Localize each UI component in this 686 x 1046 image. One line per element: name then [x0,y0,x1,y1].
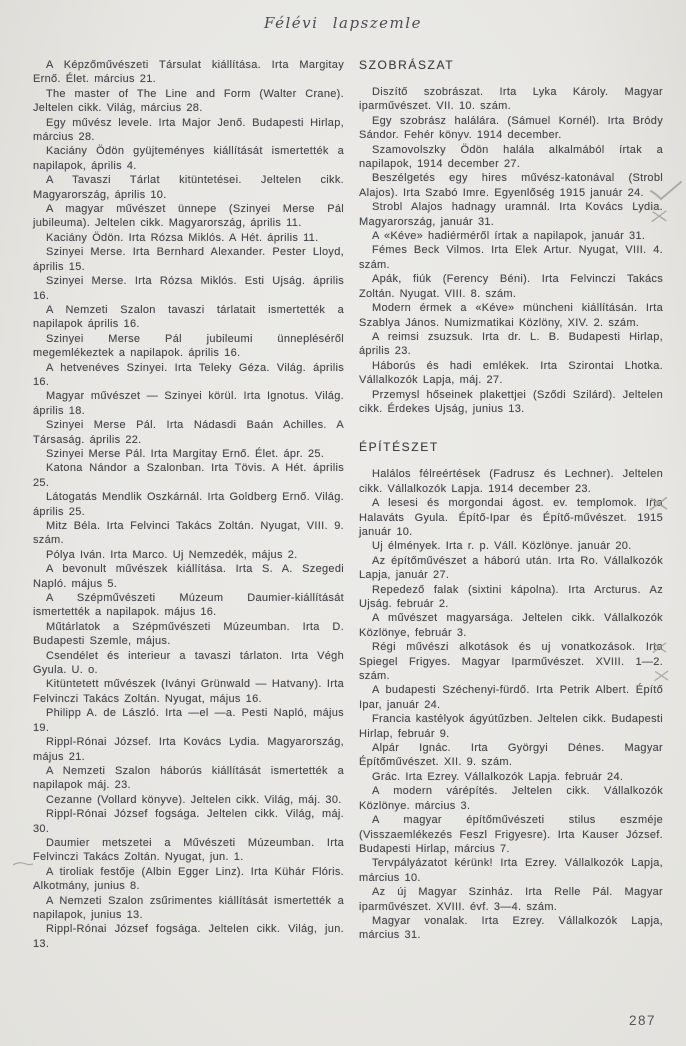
bibliography-entry: A hetvenéves Szinyei. Irta Teleky Géza. Világ. április 16. [33,361,344,388]
bibliography-entry: Philipp A. de László. Irta —el —a. Pesti Napló, május 19. [33,707,344,734]
bibliography-entry: A lesesi és morgondai ágost. ev. templomok. Irta Halaváts Gyula. Építő-Ipar és Építő-művészet. 1915 január 10. [359,497,663,538]
bibliography-entry: Az építőművészet a háború után. Irta Ro. Vállalkozók Lapja, január 27. [359,554,663,582]
bibliography-entry: Tervpályázatot kérünk! Irta Ezrey. Vállalkozók Lapja, március 10. [359,857,663,884]
bibliography-entry: Kitüntetett művészek (Iványi Grünwald — Hatvany). Irta Felvinczi Takács Zoltán. Nyugat, május 16. [33,678,344,705]
section-heading-architecture: ÉPÍTÉSZET [359,440,439,455]
bibliography-entry: Uj élmények. Irta r. p. Váll. Közlönye. január 20. [372,540,632,553]
section-sculpture [359,58,663,416]
bibliography-list-painting [33,58,344,951]
page-title: Félévi lapszemle [264,14,422,32]
bibliography-entry: Egy szobrász halálára. (Sámuel Kornél). Irta Bródy Sándor. Fehér könyv. 1914 december. [359,114,663,142]
two-column-layout [33,58,663,951]
bibliography-entry: A magyar művészet ünnepe (Szinyei Merse Pál jubileuma). Jeltelen cikk. Magyarország, április 11. [33,203,344,230]
bibliography-entry: The master of The Line and Form (Walter Crane). Jeltelen cikk. Világ, március 28. [33,87,344,115]
bibliography-entry: A Képzőművészeti Társulat kiállítása. Irta Margitay Ernő. Élet. március 21. [33,59,344,86]
bibliography-entry: A Nemzeti Szalon tavaszi tárlatait ismertették a napilapok április 16. [33,303,344,331]
bibliography-entry: Látogatás Mendlik Oszkárnál. Irta Goldberg Ernő. Világ. április 25. [33,491,344,518]
bibliography-entry: Rippl-Rónai József. Irta Kovács Lydia. Magyarország, május 21. [33,736,344,763]
bibliography-entry: A Szépművészeti Múzeum Daumier-kiállítását ismertették a napilapok. május 16. [33,592,344,619]
bibliography-entry: Kaciány Ödön gyüjteményes kiállítását ismertették a napilapok, április 4. [33,145,344,172]
bibliography-entry: Grác. Irta Ezrey. Vállalkozók Lapja. február 24. [372,770,624,783]
bibliography-entry: Fémes Beck Vilmos. Irta Elek Artur. Nyugat, VIII. 4. szám. [359,244,663,271]
bibliography-entry: Kaciány Ödön. Irta Rózsa Miklós. A Hét. április 11. [46,231,319,244]
bibliography-entry: Przemysl hőseinek plakettjei (Sződi Szilárd). Jeltelen cikk. Érdekes Ujság, junius 13. [359,388,663,415]
bibliography-entry: Rippl-Rónai József fogsága. Jeltelen cikk. Világ, jun. 13. [33,923,344,950]
bibliography-entry: Szinyei Merse. Irta Bernhard Alexander. Pester Lloyd, április 15. [33,246,344,273]
bibliography-entry: A bevonult művészek kiállítása. Irta S. A. Szegedi Napló. május 5. [33,563,344,590]
bibliography-entry: A magyar építőművészeti stilus eszméje (Visszaemlékezés Feszl Frigyesre). Irta Kauser József. Budapesti Hirlap, március 7. [359,814,663,855]
bibliography-entry: Strobl Alajos hadnagy uramnál. Irta Kovács Lydia. Magyarország, január 31. [359,201,663,228]
right-column [359,58,663,951]
bibliography-entry: Mitz Béla. Irta Felvinci Takács Zoltán. Nyugat, VIII. 9. szám. [33,520,344,547]
bibliography-entry: Katona Nándor a Szalonban. Irta Tövis. A Hét. április 25. [33,462,344,489]
bibliography-entry: A Nemzeti Szalon háborús kiállítását ismertették a napilapok máj. 23. [33,764,344,792]
bibliography-entry: Beszélgetés egy hires művész-katonával (Strobl Alajos). Irta Szabó Imre. Egyenlőség 1915 január 24. [359,172,663,199]
bibliography-entry: Pólya Iván. Irta Marco. Uj Nemzedék, május 2. [46,548,298,561]
bibliography-entry: A Tavaszi Tárlat kitüntetései. Jeltelen cikk. Magyarország, április 10. [33,174,344,201]
bibliography-entry: Régi művészi alkotások és uj vonatkozások. Irta Spiegel Frigyes. Magyar Iparművészet. XVIII. 1—2. szám. [359,641,663,683]
bibliography-entry: Magyar művészet — Szinyei körül. Irta Ignotus. Világ. április 18. [33,390,344,417]
left-column [33,58,344,951]
bibliography-entry: Szinyei Merse. Irta Rózsa Miklós. Esti Ujság. április 16. [33,275,344,302]
bibliography-entry: Csendélet és interieur a tavaszi tárlaton. Irta Végh Gyula. U. o. [33,649,344,677]
bibliography-entry: Egy művész levele. Irta Major Jenő. Budapesti Hirlap, március 28. [33,116,344,144]
bibliography-entry: Szinyei Merse Pál. Irta Margitay Ernő. Élet. ápr. 25. [46,447,325,460]
bibliography-entry: Magyar vonalak. Irta Ezrey. Vállalkozók Lapja, március 31. [359,914,663,942]
bibliography-entry: Műtárlatok a Szépművészeti Múzeumban. Irta D. Budapesti Szemle, május. [33,620,344,648]
bibliography-entry: Az új Magyar Szinház. Irta Relle Pál. Magyar iparművészet. XVIII. évf. 3—4. szám. [359,886,663,913]
bibliography-entry: Daumier metszetei a Művészeti Múzeumban. Irta Felvinczi Takács Zoltán. Nyugat, jun. 1. [33,836,344,864]
bibliography-entry: Háborús és hadi emlékek. Irta Szirontai Lhotka. Vállalkozók Lapja, máj. 27. [359,359,663,387]
bibliography-list-sculpture [359,85,663,416]
bibliography-entry: Szamovolszky Ödön halála alkalmából írtak a napilapok, 1914 december 27. [359,143,663,171]
bibliography-entry: Apák, fiúk (Ferency Béni). Irta Felvinczi Takács Zoltán. Nyugat. VIII. 8. szám. [359,273,663,300]
bibliography-entry: Cezanne (Vollard könyve). Jeltelen cikk. Világ, máj. 30. [46,793,342,806]
bibliography-entry: Szinyei Merse Pál. Irta Nádasdi Baán Achilles. A Társaság. április 22. [33,419,344,446]
bibliography-list-architecture [359,467,663,942]
bibliography-entry: Szinyei Merse Pál jubileumi ünnepléséről megemlékeztek a napilapok. április 16. [33,332,344,360]
bibliography-entry: A tiroliak festője (Albin Egger Linz). Irta Kühár Flóris. Alkotmány, junius 8. [33,865,344,893]
bibliography-entry: A Nemzeti Szalon zsűrimentes kiállítását ismertették a napilapok, junius 13. [33,894,344,921]
bibliography-entry: Rippl-Rónai József fogsága. Jeltelen cikk. Világ, máj. 30. [33,808,344,835]
section-architecture [359,440,663,942]
bibliography-entry: Diszítő szobrászat. Irta Lyka Károly. Magyar iparművészet. VII. 10. szám. [359,86,663,113]
page-number: 287 [628,1013,656,1028]
bibliography-entry: Alpár Ignác. Irta Györgyi Dénes. Magyar Építőművészet. XII. 9. szám. [359,742,663,769]
bibliography-entry: Repedező falak (sixtini kápolna). Irta Arcturus. Az Ujság. február 2. [359,583,663,610]
bibliography-entry: A modern várépítés. Jeltelen cikk. Vállalkozók Közlönye. március 3. [359,785,663,812]
bibliography-entry: A művészet magyarsága. Jeltelen cikk. Vállalkozók Közlönye, február 3. [359,612,663,639]
bibliography-entry: Modern érmek a «Kéve» müncheni kiállításán. Irta Szablya János. Numizmatikai Közlöny, XIV. 2. szám. [359,302,663,329]
bibliography-entry: Halálos félreértések (Fadrusz és Lechner). Jeltelen cikk. Vállalkozók Lapja. 1914 december 23. [359,468,663,495]
bibliography-entry: A reimsi zsuzsuk. Irta dr. L. B. Budapesti Hirlap, április 23. [359,330,663,358]
bibliography-entry: Francia kastélyok ágyútűzben. Jeltelen cikk. Budapesti Hirlap, február 9. [359,713,663,740]
section-heading-sculpture: SZOBRÁSZAT [359,58,455,72]
bibliography-entry: A «Kéve» hadiérméről írtak a napilapok, január 31. [372,230,646,243]
bibliography-entry: A budapesti Széchenyi-fürdő. Irta Petrik Albert. Építő Ipar, január 24. [359,684,663,711]
